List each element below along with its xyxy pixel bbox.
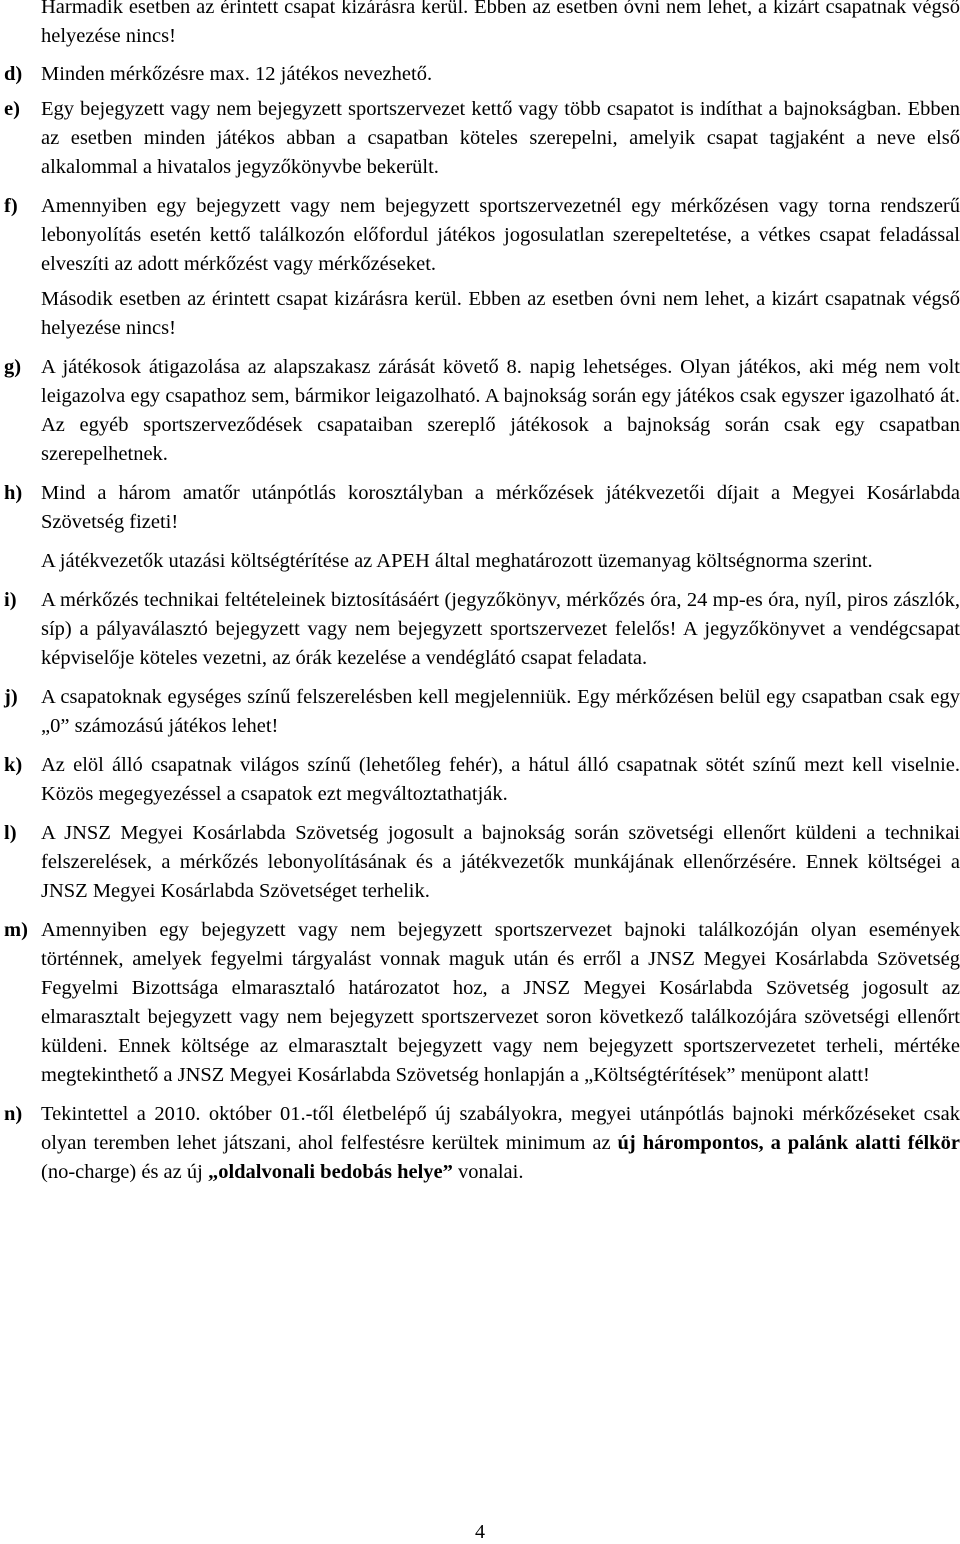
item-text: Az elöl álló csapatnak világos színű (lehetőleg fehér), a hátul álló csapatnak sötét színű mezt kell viselnie. Közös megegyezéssel a csapatok ezt megváltoztathatják. [41, 754, 960, 805]
item-marker: n) [4, 1103, 23, 1125]
list-item-k [0, 751, 960, 809]
list-item-h [0, 479, 960, 576]
page-number: 4 [475, 1521, 485, 1543]
list-item-m [0, 916, 960, 1090]
item-text-part: vonalai. [452, 1161, 524, 1183]
item-text-part: (no-charge) és az új [41, 1161, 208, 1183]
list-item-g [0, 353, 960, 469]
item-text: Egy bejegyzett vagy nem bejegyzett sportszervezet kettő vagy több csapatot is indíthat a bajnokságban. Ebben az esetben minden játékos abban a csapatban köteles szerepelni, amelyik csapat tagjaként a neve első alkalommal a hivatalos jegyzőkönyvbe bekerült. [41, 98, 960, 178]
item-text: Amennyiben egy bejegyzett vagy nem bejegyzett sportszervezetnél egy mérkőzésen vagy torna rendszerű lebonyolítás esetén kettő találkozón előfordul játékos jogosulatlan szerepeltetése, a vétkes csapat feladással elveszíti az adott mérkőzést vagy mérkőzéseket. [41, 195, 960, 275]
item-marker: j) [4, 686, 18, 708]
list-item-e [0, 95, 960, 182]
item-text-secondary: A játékvezetők utazási költségtérítése az APEH által meghatározott üzemanyag költségnorma szerint. [41, 550, 873, 572]
continuation-paragraph: Harmadik esetben az érintett csapat kizárásra kerül. Ebben az esetben óvni nem lehet, a kizárt csapatnak végső helyezése nincs! [41, 0, 960, 47]
item-marker: l) [4, 822, 17, 844]
item-text: A JNSZ Megyei Kosárlabda Szövetség jogosult a bajnokság során szövetségi ellenőrt küldeni a technikai felszerelések, a mérkőzés lebonyolításának és a játékvezetők munkájának ellenőrzésére. Ennek költségei a JNSZ Megyei Kosárlabda Szövetséget terhelik. [41, 822, 960, 902]
item-text-bold: „oldalvonali bedobás helye” [207, 1161, 453, 1183]
item-marker: g) [4, 356, 22, 378]
list-item-f [0, 192, 960, 343]
item-text [41, 1100, 960, 1187]
item-marker: i) [4, 589, 17, 611]
item-marker: k) [4, 754, 23, 776]
list-item-i [0, 586, 960, 673]
item-marker: f) [4, 195, 18, 217]
list-item-n [0, 1100, 960, 1187]
list-item-j [0, 683, 960, 741]
item-marker: d) [4, 63, 23, 85]
item-marker: e) [4, 98, 20, 120]
item-text: Mind a három amatőr utánpótlás korosztályban a mérkőzések játékvezetői díjait a Megyei Kosárlabda Szövetség fizeti! [41, 482, 960, 533]
item-text: A játékosok átigazolása az alapszakasz zárását követő 8. napig lehetséges. Olyan játékos, aki még nem volt leigazolva egy csapathoz sem, bármikor leigazolható. A bajnokság során egy játékos csak egyszer igazolható át. Az egyéb sportszerveződések csapataiban szereplő játékosok a bajnokság során csak egy csapatban szerepelhetnek. [41, 356, 960, 465]
item-marker: h) [4, 482, 23, 504]
list-item-d [0, 60, 960, 89]
item-text-part: Tekintettel a 2010. október 01.-től életbelépő új szabályokra, megyei utánpótlás bajnoki mérkőzéseket csak olyan teremben lehet játszani, ahol felfestésre kerültek minimum az [41, 1103, 960, 1154]
item-text-secondary: Második esetben az érintett csapat kizárásra kerül. Ebben az esetben óvni nem lehet, a kizárt csapatnak végső helyezése nincs! [41, 288, 960, 339]
item-text: A mérkőzés technikai feltételeinek biztosításáért (jegyzőkönyv, mérkőzés óra, 24 mp-es óra, nyíl, piros zászlók, síp) a pályaválasztó bejegyzett vagy nem bejegyzett sportszervezet felelős! A jegyzőkönyvet a vendégcsapat képviselője köteles vezetni, az órák kezelése a vendéglátó csapat feladata. [41, 589, 960, 669]
item-marker: m) [4, 919, 28, 941]
item-text-bold: új hárompontos, a palánk alatti félkör [617, 1132, 960, 1154]
item-text: Amennyiben egy bejegyzett vagy nem bejegyzett sportszervezet bajnoki találkozóján olyan események történnek, amelyek fegyelmi tárgyalást vonnak maguk után és erről a JNSZ Megyei Kosárlabda Szövetség Fegyelmi Bizottsága elmarasztaló határozatot hoz, a JNSZ Megyei Kosárlabda Szövetség jogosult az elmarasztalt bejegyzett vagy nem bejegyzett sportszervezet soron következő találkozójára szövetségi ellenőrt küldeni. Ennek költsége az elmarasztalt bejegyzett vagy nem bejegyzett sportszervezetet terheli, mértéke megtekinthető a JNSZ Megyei Kosárlabda Szövetség honlapján a „Költségtérítések” menüpont alatt! [41, 919, 960, 1086]
list-item-l [0, 819, 960, 906]
item-text: Minden mérkőzésre max. 12 játékos nevezhető. [41, 63, 433, 85]
item-text: A csapatoknak egységes színű felszerelésben kell megjelenniük. Egy mérkőzésen belül egy csapatban csak egy „0” számozású játékos lehet! [41, 686, 960, 737]
